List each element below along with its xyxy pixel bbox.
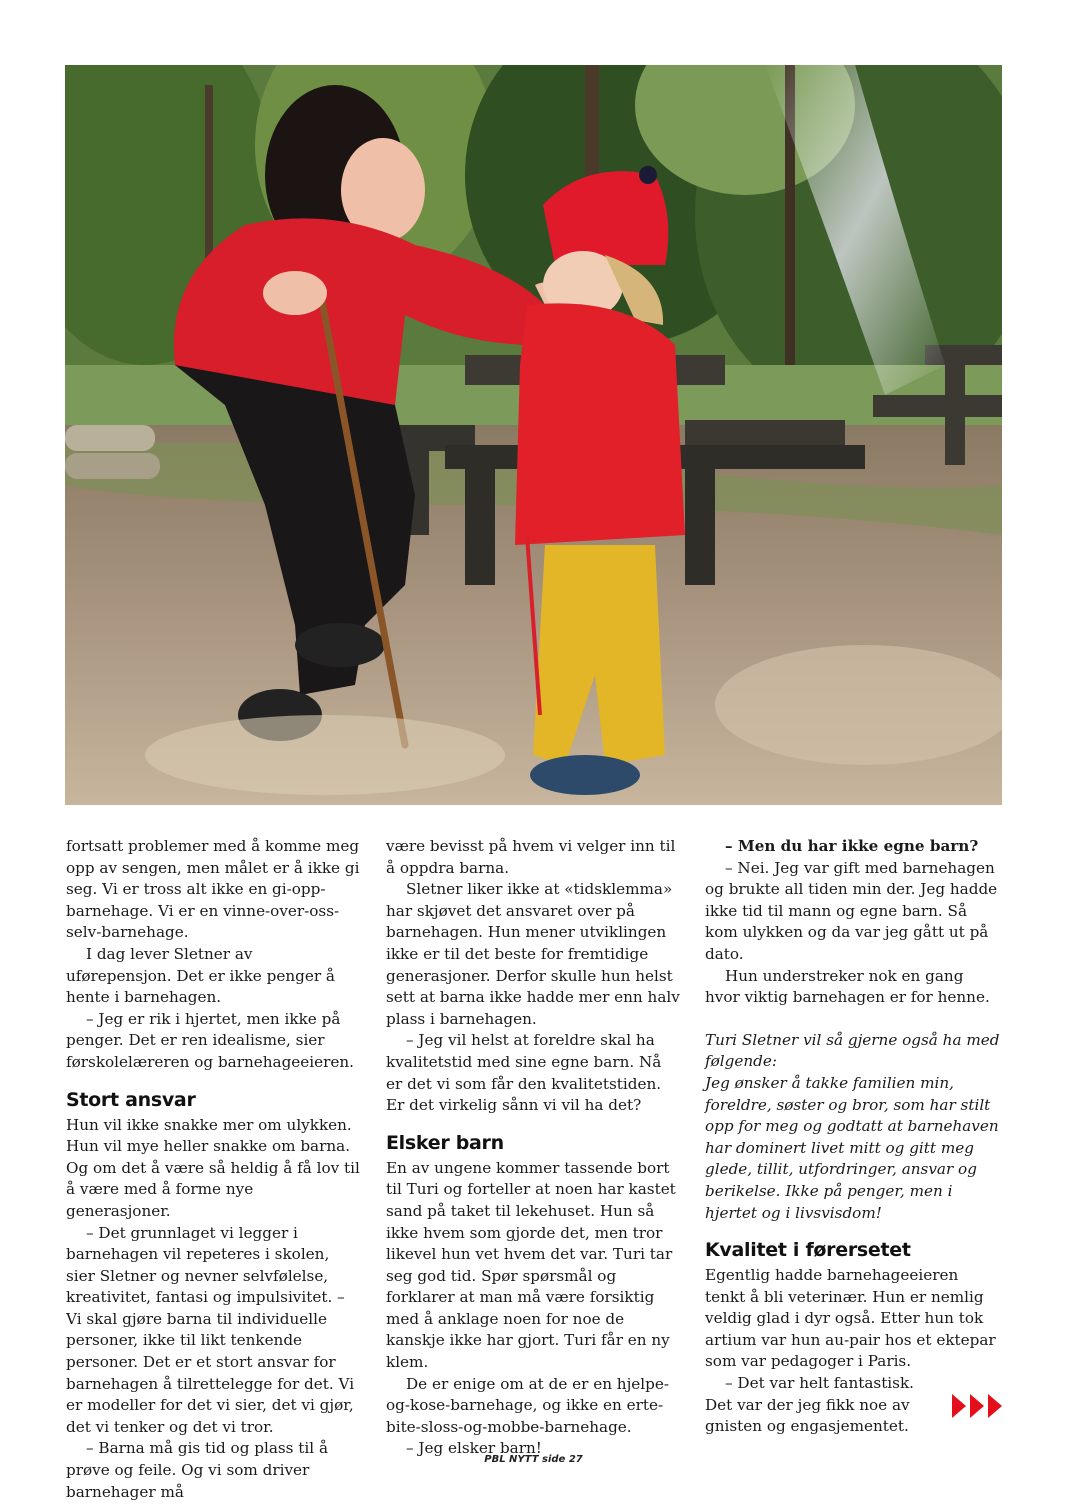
paragraph: – Jeg er rik i hjertet, men ikke på penger. Det er ren idealisme, sier førskolelæreren og barnehageeieren.	[66, 1009, 354, 1071]
paragraph: En av ungene kommer tassende bort til Turi og forteller at noen har kastet sand på taket til lekehuset. Hun så ikke hvem som gjorde det, men tror likevel hun vet hvem det var. Turi tar seg god tid. Spør spørsmål og forklarer at man må være forsiktig med å anklage noen for noe de kanskje ikke har gjort. Turi får en ny klem.	[386, 1158, 676, 1372]
question	[705, 836, 1001, 858]
spacer	[705, 1009, 1001, 1030]
section-heading: Elsker barn	[386, 1131, 504, 1154]
paragraph: – Jeg vil helst at foreldre skal ha kvalitetstid med sine egne barn. Nå er det vi som får den kvalitetstiden. Er det virkelig sånn vi vil ha det?	[386, 1031, 662, 1115]
paragraph: – Det grunnlaget vi legger i barnehagen vil repeteres i skolen, sier Sletner og nevner selvfølelse, kreativitet, fantasi og impulsivitet. – Vi skal gjøre barna til individuelle personer, ikke til likt tenkende personer. Det er et stort ansvar for barnehagen å tilrettelegge for det. Vi er modeller for det vi sier, det vi gjør, det vi tenker og det vi tror.	[66, 1223, 355, 1436]
question-text: – Men du har ikke egne barn?	[725, 837, 979, 855]
section-heading: Stort ansvar	[66, 1088, 196, 1111]
continue-arrows-icon	[952, 1392, 1004, 1420]
article-column-1	[66, 836, 362, 1503]
article-column-3	[705, 836, 1001, 1438]
paragraph: Hun vil ikke snakke mer om ulykken. Hun vil mye heller snakke om barna. Og om det å være så heldig å få lov til å være med å forme nye generasjoner.	[66, 1115, 360, 1220]
photo-woman-and-child-outdoors	[65, 65, 1002, 805]
paragraph-italic: Jeg ønsker å takke familien min, foreldre, søster og bror, som har stilt opp for meg og godtatt at barnehaven har dominert livet mitt og gitt meg glede, tillit, utfordringer, ansvar og berikelse. Ikke på penger, men i hjertet og i livsvisdom!	[705, 1073, 999, 1222]
paragraph: – Barna må gis tid og plass til å prøve og feile. Og vi som driver barnehager må	[66, 1439, 328, 1501]
paragraph: Hun understreker nok en gang hvor viktig barnehagen er for henne.	[705, 966, 990, 1007]
paragraph-italic: Turi Sletner vil så gjerne også ha med følgende:	[705, 1030, 1000, 1071]
paragraph: fortsatt problemer med å komme meg opp av sengen, men målet er å ikke gi seg. Vi er tross alt ikke en gi-opp-barnehage. Vi er en vinne-over-oss-selv-barnehage.	[66, 837, 360, 942]
article-column-2	[386, 836, 682, 1460]
paragraph: være bevisst på hvem vi velger inn til å oppdra barna.	[386, 837, 676, 877]
paragraph: – Jeg elsker barn!	[406, 1439, 542, 1458]
page-footer: PBL NYTT side 27	[484, 1454, 583, 1465]
paragraph: – Nei. Jeg var gift med barnehagen og brukte all tiden min der. Jeg hadde ikke tid til mann og egne barn. Så kom ulykken og da var jeg gått ut på dato.	[705, 858, 998, 963]
paragraph: I dag lever Sletner av uførepensjon. Det er ikke penger å hente i barnehagen.	[66, 944, 335, 1007]
paragraph: Egentlig hadde barnehageeieren tenkt å bli veterinær. Hun er nemlig veldig glad i dyr også. Etter hun tok artium var hun au-pair hos et ektepar som var pedagoger i Paris.	[705, 1266, 996, 1371]
section-heading: Kvalitet i førersetet	[705, 1239, 911, 1262]
paragraph: – Det var helt fantastisk. Det var der jeg fikk noe av gnisten og engasjementet.	[705, 1374, 914, 1436]
paragraph: Sletner liker ikke at «tidsklemma» har skjøvet det ansvaret over på barnehagen. Hun mener utviklingen ikke er til det beste for fremtidige generasjoner. Derfor skulle hun helst sett at barna ikke hadde mer enn halv plass i barnehagen.	[386, 880, 680, 1028]
article-photo	[65, 65, 1002, 805]
paragraph: De er enige om at de er en hjelpe-og-kose-barnehage, og ikke en erte-bite-sloss-og-mobbe-barnehage.	[386, 1374, 669, 1436]
